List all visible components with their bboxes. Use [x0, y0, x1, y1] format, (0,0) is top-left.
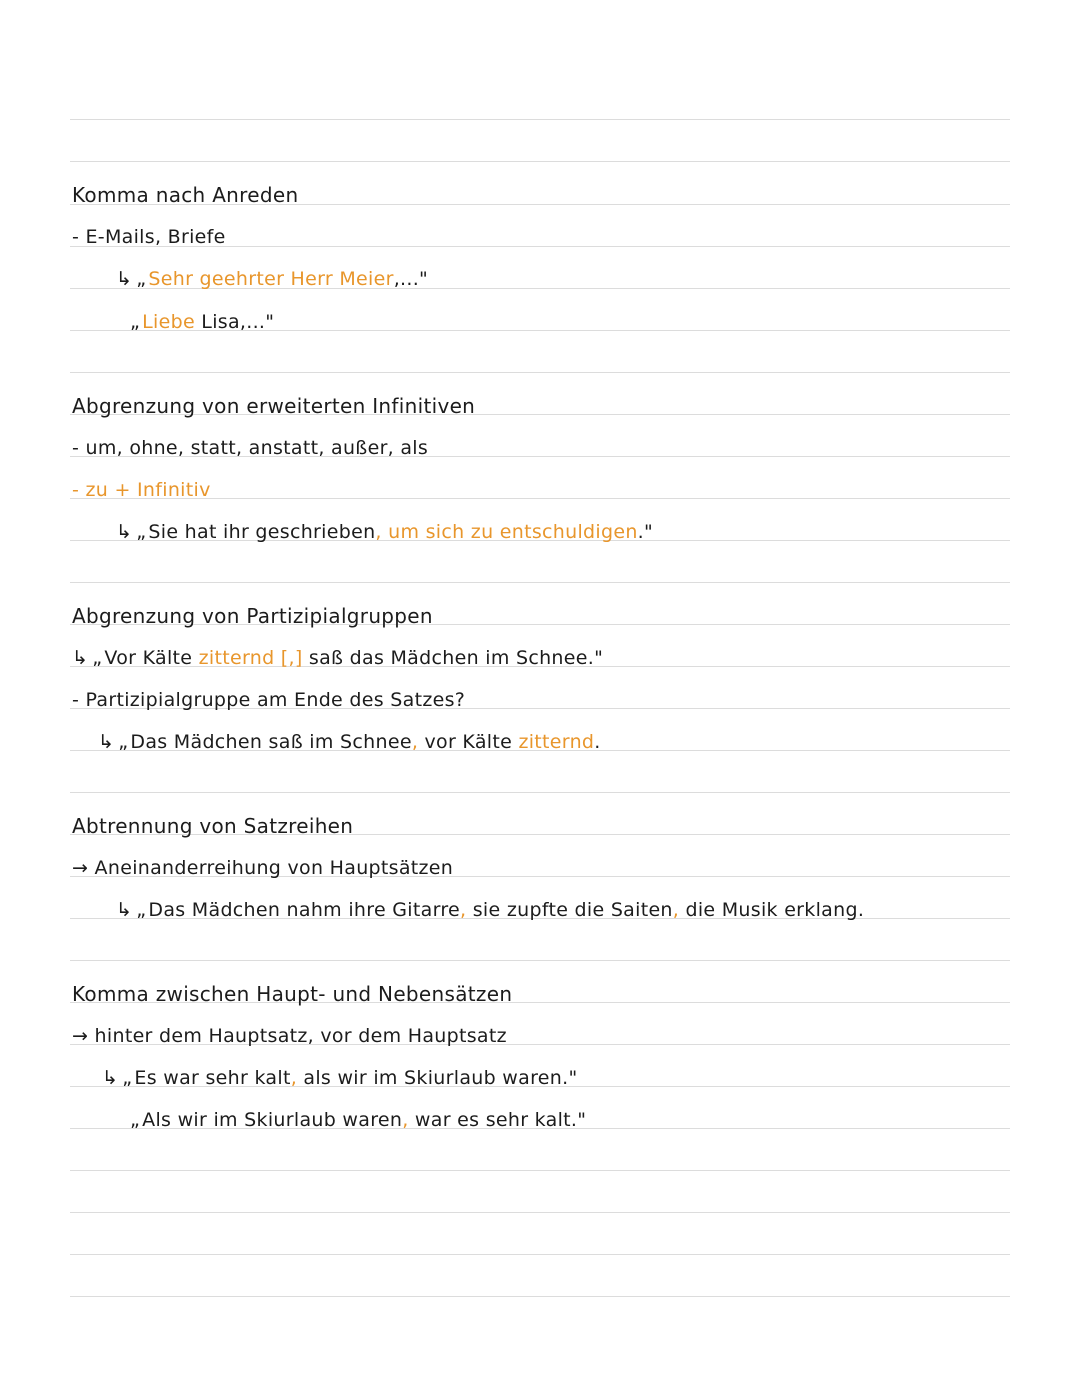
example-text: ,...": [393, 268, 429, 290]
section-heading-anreden: Komma nach Anreden: [72, 183, 299, 207]
example-text: als wir im Skiurlaub waren.": [297, 1067, 578, 1089]
section-heading-haupt-nebensaetze: Komma zwischen Haupt- und Nebensätzen: [72, 982, 513, 1006]
bullet-zu-infinitiv: - zu + Infinitiv: [72, 479, 211, 501]
quote-mark: „: [118, 731, 129, 753]
bullet-hauptsaetze: → Aneinanderreihung von Hauptsätzen: [72, 857, 454, 879]
section-heading-partizipialgruppen: Abgrenzung von Partizipialgruppen: [72, 604, 433, 628]
example-text: Das Mädchen nahm ihre Gitarre: [148, 899, 461, 921]
example-text: sie zupfte die Saiten: [466, 899, 673, 921]
quote-mark: „: [130, 311, 141, 333]
arrow-icon: ↳: [98, 731, 115, 753]
example-partizip-2: [98, 731, 601, 753]
highlighted-comma: ,: [402, 1109, 409, 1131]
arrow-icon: ↳: [116, 899, 133, 921]
ruled-line: [70, 372, 1010, 373]
ruled-line: [70, 161, 1010, 162]
example-text: die Musik erklang.: [679, 899, 865, 921]
example-text: saß das Mädchen im Schnee.": [302, 647, 604, 669]
example-partizip-1: [72, 647, 603, 669]
ruled-line: [70, 1170, 1010, 1171]
highlighted-text: zitternd [,]: [198, 647, 303, 669]
bullet-emails-briefe: - E-Mails, Briefe: [72, 226, 226, 248]
example-anrede-2: [130, 311, 274, 333]
arrow-icon: ↳: [116, 521, 133, 543]
example-infinitiv: [116, 521, 653, 543]
quote-mark: „: [130, 1109, 141, 1131]
arrow-icon: ↳: [72, 647, 89, 669]
quote-mark: „: [136, 268, 147, 290]
bullet-hinter-vor: → hinter dem Hauptsatz, vor dem Hauptsatz: [72, 1025, 507, 1047]
example-text: war es sehr kalt.": [408, 1109, 587, 1131]
ruled-line: [70, 498, 1010, 499]
example-satzreihe: [116, 899, 864, 921]
example-text: Lisa,...": [194, 311, 275, 333]
example-text: Das Mädchen saß im Schnee: [130, 731, 412, 753]
highlighted-comma: ,: [290, 1067, 298, 1089]
example-text: Es war sehr kalt: [134, 1067, 291, 1089]
highlighted-comma: ,: [672, 899, 680, 921]
example-text: .: [594, 731, 601, 753]
arrow-icon: ↳: [116, 268, 133, 290]
highlighted-text: Liebe: [142, 311, 195, 333]
example-nebensatz-1: [102, 1067, 578, 1089]
example-nebensatz-2: [130, 1109, 586, 1131]
bullet-partizip-ende: - Partizipialgruppe am Ende des Satzes?: [72, 689, 466, 711]
ruled-line: [70, 960, 1010, 961]
highlighted-text: , um sich zu entschuldigen: [375, 521, 638, 543]
example-text: Vor Kälte: [104, 647, 199, 669]
bullet-konjunktionen: - um, ohne, statt, anstatt, außer, als: [72, 437, 429, 459]
ruled-line: [70, 1212, 1010, 1213]
quote-mark: „: [92, 647, 103, 669]
highlighted-comma: ,: [460, 899, 467, 921]
section-heading-infinitive: Abgrenzung von erweiterten Infinitiven: [72, 394, 476, 418]
quote-mark: „: [136, 899, 147, 921]
ruled-line: [70, 792, 1010, 793]
ruled-line: [70, 119, 1010, 120]
arrow-icon: ↳: [102, 1067, 119, 1089]
section-heading-satzreihen: Abtrennung von Satzreihen: [72, 814, 354, 838]
ruled-line: [70, 1254, 1010, 1255]
quote-mark: „: [136, 521, 147, 543]
example-anrede-1: [116, 268, 428, 290]
highlighted-comma: ,: [411, 731, 419, 753]
example-text: Als wir im Skiurlaub waren: [142, 1109, 403, 1131]
quote-mark: „: [122, 1067, 133, 1089]
example-text: vor Kälte: [418, 731, 519, 753]
highlighted-text: zitternd: [518, 731, 595, 753]
example-text: .": [637, 521, 654, 543]
highlighted-text: Sehr geehrter Herr Meier: [148, 268, 394, 290]
example-text: Sie hat ihr geschrieben: [148, 521, 376, 543]
ruled-line: [70, 582, 1010, 583]
ruled-line: [70, 1296, 1010, 1297]
